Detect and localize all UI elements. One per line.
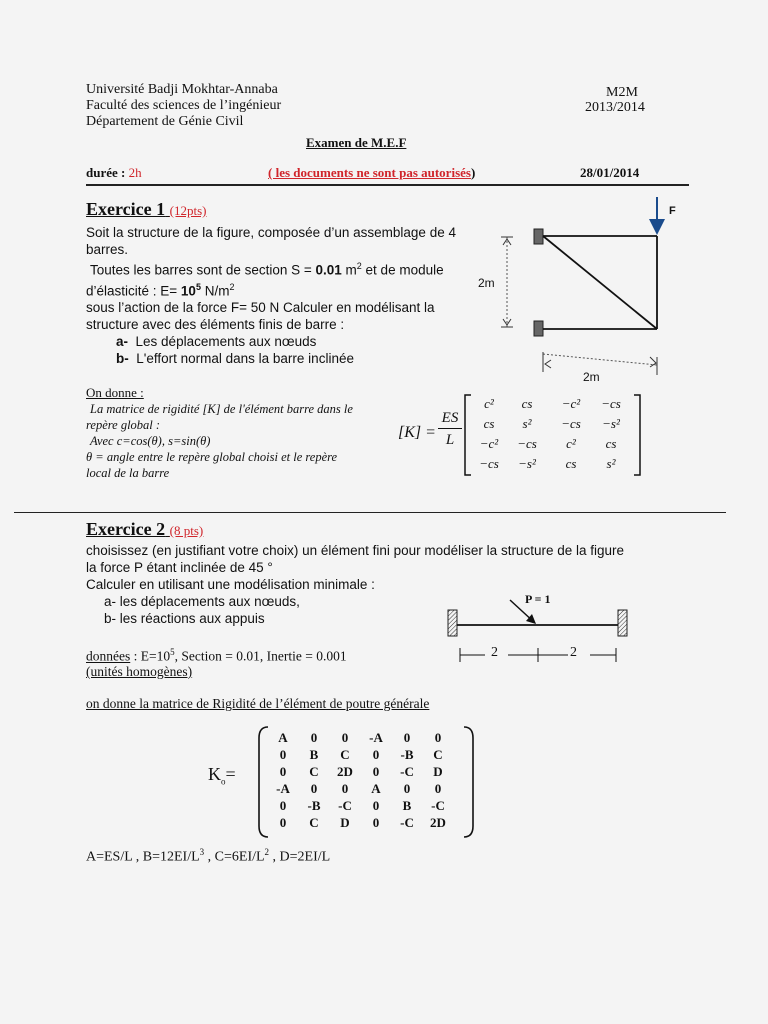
beam-matrix-cell: -C: [338, 798, 352, 813]
bar-matrix-cell: s²: [522, 416, 532, 431]
beam-matrix-intro: on donne la matrice de Rigidité de l’élément de poutre générale: [86, 696, 430, 711]
bar-matrix-denominator: L: [445, 432, 455, 448]
bar-matrix-cell: −cs: [517, 436, 537, 451]
bar-matrix-numerator: ES: [441, 410, 459, 426]
beam-matrix-cell: C: [309, 764, 319, 779]
exercise2-title: Exercice 2 (8 pts): [86, 519, 204, 539]
beam-matrix-cell: A: [278, 730, 288, 745]
width-label: 2m: [583, 370, 600, 384]
left-fixed-support: [448, 610, 457, 636]
span1-label: 2: [491, 645, 498, 660]
beam-matrix-cell: 0: [279, 764, 287, 779]
beam-matrix-cell: 0: [372, 764, 380, 779]
beam-matrix-cell: 0: [279, 747, 287, 762]
beam-matrix-cell: 0: [341, 781, 349, 796]
exercise2-item-a: a- les déplacements aux nœuds,: [104, 594, 300, 609]
exercise2-data: données : $E=10^5$, Section = 0.01, Inertie = 0.001: [86, 647, 347, 664]
support-bottom: [534, 321, 543, 336]
faculty-name: Faculté des sciences de l’ingénieur: [86, 98, 282, 113]
documents-note: ( les documents ne sont pas autorisés): [268, 165, 476, 180]
beam-matrix-cell: -B: [400, 747, 414, 762]
academic-year: 2013/2014: [585, 100, 645, 115]
beam-matrix-label: $K_o=$: [208, 764, 236, 787]
bar-matrix-label: [K] =: [398, 424, 436, 441]
bar-matrix-cell: cs: [521, 396, 533, 411]
university-name: Université Badji Mokhtar-Annaba: [86, 82, 278, 97]
height-label: 2m: [478, 276, 495, 290]
bar-matrix-cell: c²: [566, 436, 576, 451]
beam-matrix-cell: 0: [434, 781, 442, 796]
stiffness-definitions: A=ES/L , $B=12EI/L^3$ , $C=6EI/L^2$ , D=2EI/L: [86, 847, 331, 865]
support-top: [534, 229, 543, 244]
header-divider: [86, 184, 689, 186]
bar-matrix-cell: −cs: [601, 396, 621, 411]
beam-matrix-cell: 0: [372, 815, 380, 830]
beam-matrix-cell: C: [433, 747, 443, 762]
beam-matrix-cell: B: [402, 798, 412, 813]
beam-matrix-cell: D: [340, 815, 350, 830]
exercise1-title: Exercice 1 (12pts): [86, 199, 207, 219]
beam-matrix-cell: B: [309, 747, 319, 762]
bar-matrix-cell: s²: [606, 456, 616, 471]
beam-matrix-cell: 0: [434, 730, 442, 745]
beam-matrix-cell: 2D: [430, 815, 446, 830]
beam-matrix-cell: A: [371, 781, 381, 796]
beam-matrix-cell: 0: [279, 815, 287, 830]
fraction-line: [438, 428, 462, 429]
section-divider: [14, 512, 726, 513]
beam-matrix-cell: -A: [276, 781, 290, 796]
beam-matrix-cell: D: [433, 764, 443, 779]
bar-matrix-cell: −s²: [518, 456, 536, 471]
exercise1-item-a: a- Les déplacements aux nœuds: [116, 334, 317, 349]
program-code: M2M: [606, 85, 638, 100]
given-text: La matrice de rigidité [K] de l'élément barre dans le repère global : Avec c=cos(θ), s=sin(θ) θ = angle entre le repère global choisi et le repère local de la barre: [86, 402, 353, 480]
exercise1-statement: Soit la structure de la figure, composée d’un assemblage de 4 barres. Toutes les barres sont de section S = 0.01 $m^2$ et de module d’élasticité : $E= 10^5$ $N/m^2$ sous l’action de la force F= 50 N Calculer en modélisant la structure avec des éléments finis de barre : a- Les déplacements aux nœuds b- L'effort normal dans la barre inclinée: [86, 224, 486, 367]
load-label: P = 1: [525, 592, 551, 606]
truss-figure: [490, 195, 690, 395]
beam-matrix-cell: C: [340, 747, 350, 762]
bar-matrix-cell: −c²: [561, 396, 581, 411]
beam-matrix-cell: 0: [279, 798, 287, 813]
span2-label: 2: [570, 645, 577, 660]
beam-matrix-cell: 0: [341, 730, 349, 745]
given-title: On donne :: [86, 385, 144, 400]
exam-date: 28/01/2014: [580, 165, 640, 180]
beam-matrix-cell: -C: [400, 815, 414, 830]
beam-matrix-cell: C: [309, 815, 319, 830]
exercise1-item-b: b- L'effort normal dans la barre inclinée: [116, 351, 354, 366]
beam-stiffness-matrix: [268, 730, 468, 834]
beam-matrix-cell: -B: [307, 798, 321, 813]
beam-matrix-cell: 0: [310, 781, 318, 796]
bar-matrix-cell: c²: [484, 396, 494, 411]
bar-matrix-cell: −s²: [602, 416, 620, 431]
beam-matrix-cell: -C: [431, 798, 445, 813]
beam-matrix-cell: 2D: [337, 764, 353, 779]
units-note: (unités homogènes): [86, 664, 193, 679]
beam-matrix-cell: 0: [310, 730, 318, 745]
bar-inclined: [543, 236, 657, 329]
department-name: Département de Génie Civil: [86, 114, 244, 129]
exam-title: Examen de M.E.F: [306, 135, 407, 150]
bar-matrix-cell: cs: [605, 436, 617, 451]
beam-matrix-cell: 0: [372, 798, 380, 813]
duration: durée : 2h: [86, 165, 142, 180]
bar-stiffness-matrix: [470, 396, 640, 480]
exercise2-item-b: b- les réactions aux appuis: [104, 611, 265, 626]
force-label: F: [669, 205, 676, 217]
bar-matrix-cell: −cs: [561, 416, 581, 431]
beam-matrix-cell: 0: [372, 747, 380, 762]
beam-matrix-cell: 0: [403, 781, 411, 796]
bar-matrix-cell: cs: [565, 456, 577, 471]
beam-matrix-cell: 0: [403, 730, 411, 745]
bar-matrix-cell: cs: [483, 416, 495, 431]
width-dimension: [543, 354, 657, 365]
bar-matrix-cell: −cs: [479, 456, 499, 471]
beam-matrix-cell: -A: [369, 730, 383, 745]
exercise2-statement: choisissez (en justifiant votre choix) un élément fini pour modéliser la structure de la figure la force P étant inclinée de 45 ° Calculer en utilisant une modélisation minimale : a- les déplacements aux nœuds, b- les réactions aux appuis: [86, 542, 686, 627]
beam-matrix-cell: -C: [400, 764, 414, 779]
bar-matrix-cell: −c²: [479, 436, 499, 451]
right-fixed-support: [618, 610, 627, 636]
